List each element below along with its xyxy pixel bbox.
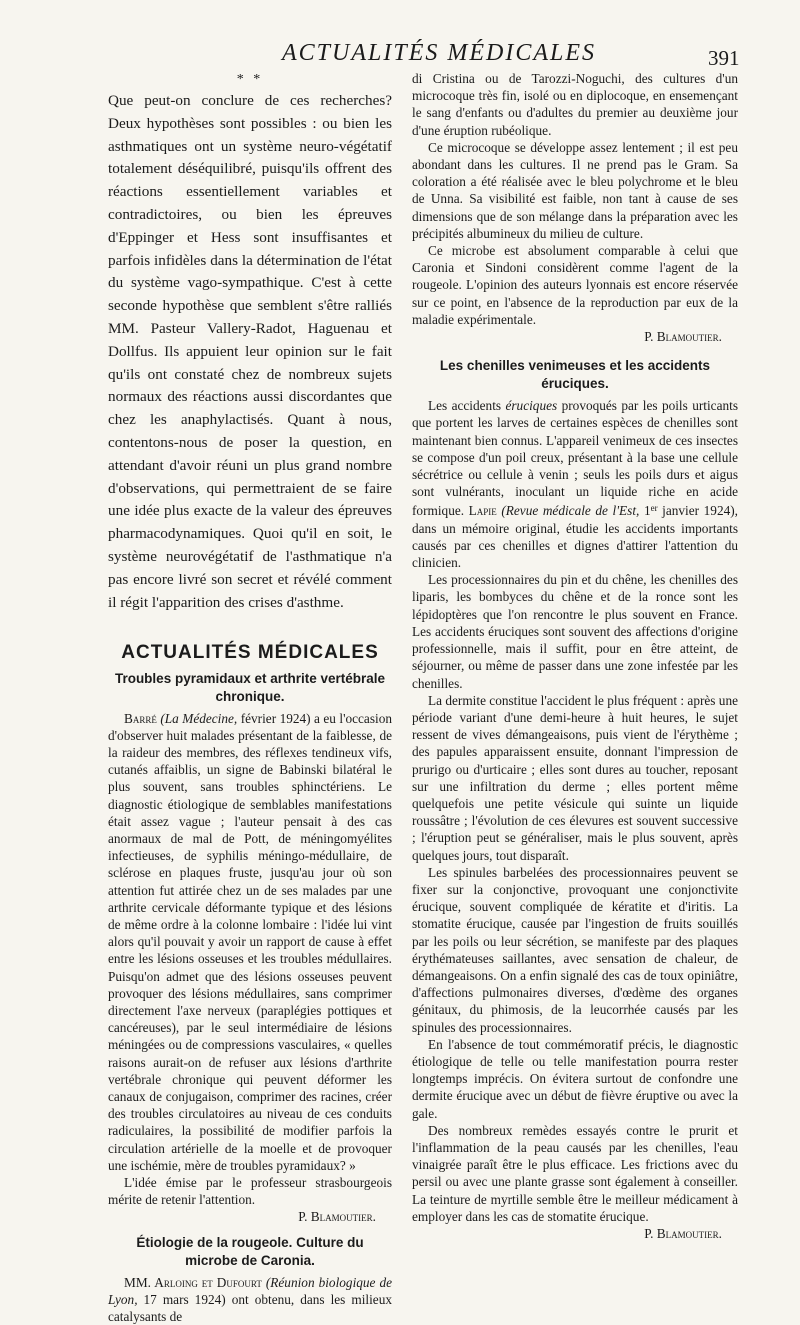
article-paragraph: Les processionnaires du pin et du chêne, les chenilles des liparis, les bombyces du chêne et de la ronce sont les lépidoptères que l'on rencontre le plus souvent en France. Les accidents éruciques sont souvent des affections d'origine professionnelle, mais il suffit, pour en être atteint, de séjourner, ou même de passer dans une zone infestée par les chenilles. [412,572,738,691]
article-paragraph: Des nombreux remèdes essayés contre le prurit et l'inflammation de la peau causés par les chenilles, l'eau vinaigrée paraît être le plus efficace. Les frictions avec du persil ou avec une plante grasse sont également à conseiller. La teinture de myrtille semble être le meilleur médicament à employer dans les cas de stomatite érucique. [412,1122,738,1224]
article-paragraph [412,397,738,571]
article-paragraph: Les spinules barbelées des processionnaires peuvent se fixer sur la conjonctive, provoquant une conjonctivite érucique, souvent compliquée de kératite et d'iritis. La stomatite érucique, causée par l'ingestion de fruits souillés par les poils ou leur sécrétion, se manifeste par des plaques érythémateuses saillantes, avec sensation de chaleur, de démangeaisons. On a enfin signalé des cas de toux opiniâtre, d'affections pulmonaires diverses, d'œdème des organes génitaux, du phimosis, de la leucorrhée causés par les spinules des processionnaires. [412,864,738,1035]
article-text: provoqués par les poils urticants que portent les larves de certaines espèces de chenilles sont maintenant bien connus. L'appareil venimeux de ces insectes se compose d'un poil creux, présentant à la base une cellule sécrétrice ou cellule à venin ; seuls les poils durs et aigus sont vulnérants, inoculant un liquide riche en acide formique. [412,398,738,519]
article-text: Les accidents [428,398,506,414]
article-source: (Réunion biologique de Lyon, [108,1274,392,1307]
running-title: ACTUALITÉS MÉDICALES [282,40,597,66]
section-title: ACTUALITÉS MÉDICALES [121,642,379,664]
article-signature: P. Blamoutier. [644,1226,722,1241]
article-title-chenilles: Les chenilles venimeuses et les accidents éruciques. [439,358,711,392]
article-source: (Revue médicale de l'Est, [501,503,640,519]
right-column [412,70,738,1242]
article-paragraph: L'idée émise par le professeur strasbourgeois mérite de retenir l'attention. [108,1175,392,1208]
essay-paragraph: Que peut-on conclure de ces recherches? Deux hypothèses sont possibles : ou bien les asthmatiques ont un système neuro-végétatif totalement déséquilibré, puisqu'ils offrent des réactions essentiellement variables et contradictoires, ou bien les épreuves d'Eppinger et Hess sont insuffisantes et parfois infidèles dans la détermination de l'état du système vago-sympathique. C'est à cette seconde hypothèse que semblent s'être ralliés MM. Pasteur Vallery-Radot, Haguenau et Dollfus. Ils appuient leur opinion sur le fait qu'ils ont constaté chez de nombreux sujets normaux des réactions aussi discordantes que chez les anaphylactisés. Quant à nous, contentons-nous de poser la question, en attendant d'avoir réuni un plus grand nombre d'observations, qui permettraient de se faire une idée plus exacte de la valeur des épreuves pharmacodynamiques. Quoi qu'il en soit, le système neurovégétatif de l'asthmatique n'a pas encore livré son secret et révélé comment il régit l'apparition des crises d'asthme. [108,92,392,611]
article-text: février 1924) a eu l'occasion d'observer huit malades présentant de la faiblesse, de la raideur des membres, des réflexes tendineux vifs, cutanés affaiblis, un signe de Babinski bilatéral le plus souvent, sans troubles sphinctériens. Le diagnostic étiologique de semblables manifestations était assez vague ; l'auteur pensait à des cas anormaux de mal de Pott, de méningomyélites infectieuses, de syphilis méningo-médullaire, de sclérose en plaques fruste, jusqu'au jour où son attention fut attirée chez un de ses malades par une arthrite cervicale déformante typique et des lésions de même ordre à la colonne lombaire : l'idée lui vint alors qu'il pouvait y avoir un rapport de cause à effet entre les lésions osseuses et les troubles médullaires. Puisqu'on admet que des lésions osseuses peuvent provoquer des lésions médullaires, sans comprimer directement l'axe nerveux (paraplégies pottiques et cancéreuses), par le seul intermédiaire de lésions méningées ou de compressions vasculaires, « quelles raisons aurait-on de refuser aux lésions d'arthrite vertébrale chronique qui peuvent déformer les canaux de conjugaison, comprimer des racines, créer des troubles circulatoires au niveau de ces conduits radiculaires, la possibilité de modifier parfois la circulation artérielle de la moelle et de provoquer une ischémie, mère de troubles pyramidaux? » [108,710,392,1173]
article-paragraph [108,710,392,1174]
article-title-rougeole: Étiologie de la rougeole. Culture du microbe de Caronia. [136,1234,364,1268]
page-number: 391 [708,46,740,70]
article-paragraph: En l'absence de tout commémoratif précis, le diagnostic étiologique de telle ou telle manifestation pourra rester longtemps imprécis. On évitera surtout de confondre une dermite érucique avec un début de fièvre éruptive ou avec la gale. [412,1036,738,1121]
article-title-pyramidal: Troubles pyramidaux et arthrite vertébrale chronique. [114,670,386,704]
article-date-suffix: er [650,503,658,514]
article-term: éruciques [505,398,558,414]
essay-conclusion [108,90,392,614]
article-paragraph [108,1274,392,1325]
article-paragraph: Ce microbe est absolument comparable à celui que Caronia et Sindoni considèrent comme l'agent de la rougeole. L'opinion des auteurs lyonnais est encore réservée sur ce point, en l'absence de la reproduction par eux de la maladie expérimentale. [412,243,738,327]
article-paragraph: di Cristina ou de Tarozzi-Noguchi, des cultures d'un microcoque très fin, isolé ou en diplocoque, en ensemençant le sang d'enfants ou d'adultes du premier au deuxième jour d'une éruption rubéolique. [412,71,738,138]
article-signature: P. Blamoutier. [644,329,722,345]
article-author: Barré [124,710,157,726]
article-signature: P. Blamoutier. [298,1209,376,1225]
article-paragraph: Ce microcoque se développe assez lentement ; il est peu abondant dans les cultures. Il ne prend pas le Gram. Sa coloration a été réalisée avec le bleu polychrome et le bleu de Unna. Sa visibilité est faible, non tant à cause de ses dimensions que de son mélange dans la préparation avec les précipités albumineux du milieu de culture. [412,139,738,241]
article-source: (La Médecine, [160,710,238,726]
article-text: janvier 1924), dans un mémoire original, étudie les accidents importants causés par ces chenilles et dignes d'attirer l'attention du clinicien. [412,503,738,571]
article-text: 17 mars 1924) ont obtenu, dans les milieux catalysants de [108,1291,392,1325]
asterism: * * [236,72,264,87]
article-author: Lapie [468,503,497,519]
article-author: MM. Arloing et Dufourt [124,1274,262,1290]
article-date: 1 [643,503,651,519]
article-paragraph: La dermite constitue l'accident le plus fréquent : après une période variant d'une demi-heure à huit heures, le sujet ressent de vives démangeaisons, puis vient de l'érythème ; des papules apparaissent ensuite, donnant l'impression de prurigo ou d'urticaire ; elles sont dures au toucher, reposant sur une infiltration du derme ; elles portent même quelquefois une petite vésicule qui suinte un liquide roussâtre ; l'évolution de ces élevures est souvent successive ; l'éruption peut se généraliser, mais le plus souvent, après quelques jours, tout disparaît. [412,692,738,863]
left-column [108,70,392,1325]
